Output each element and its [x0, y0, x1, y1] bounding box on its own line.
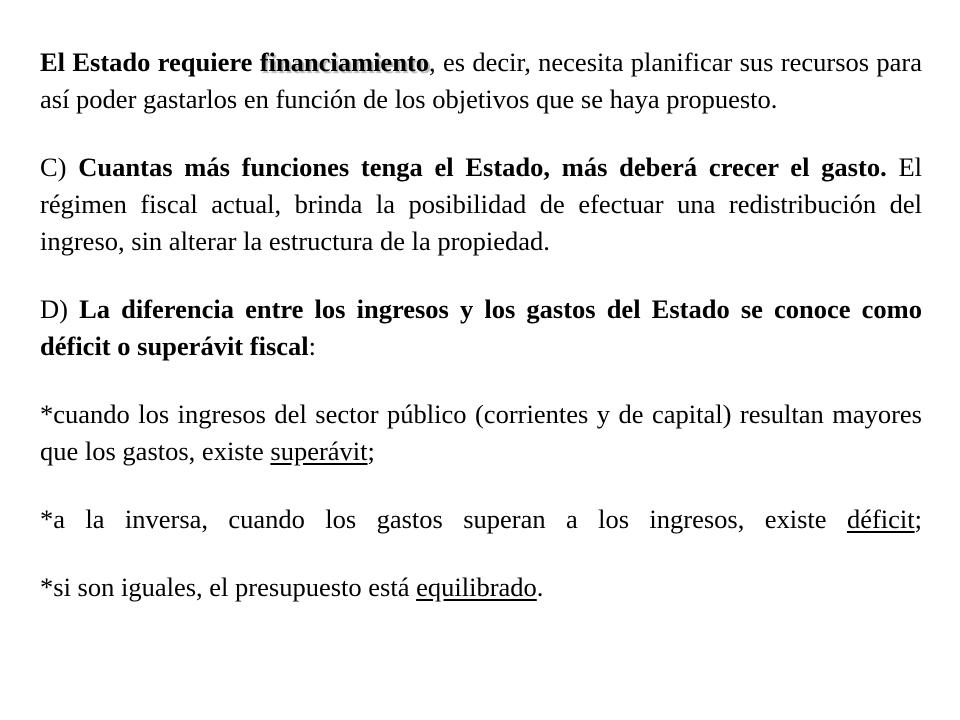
paragraph-c [40, 149, 922, 260]
paragraph-d-bold: La diferencia entre los ingresos y los gastos del Estado se conoce como déficit o superávit fiscal [40, 294, 922, 361]
term-superavit: superávit [270, 436, 368, 466]
paragraph-c-bold: Cuantas más funciones tenga el Estado, más deberá crecer el gasto. [78, 152, 887, 182]
paragraph-c-rest: El régimen fiscal actual, brinda la posibilidad de efectuar una redistribución del ingreso, sin alterar la estructura de la propiedad. [40, 152, 923, 256]
bullet-superavit-text: *cuando los ingresos del sector público (corrientes y de capital) resultan mayores que los gastos, existe [40, 399, 922, 466]
bullet-equilibrado-end: . [536, 572, 544, 602]
bullet-superavit-end: ; [367, 436, 375, 466]
bullet-deficit [40, 501, 922, 538]
paragraph-d [40, 291, 922, 365]
term-deficit: déficit [846, 504, 915, 534]
paragraph-financing [40, 44, 922, 118]
paragraph-financing-rest: , es decir, necesita planificar sus recursos para así poder gastarlos en función de los objetivos que se haya propuesto. [40, 47, 923, 114]
slide-body [40, 44, 922, 606]
bullet-superavit [40, 396, 922, 470]
bullet-deficit-end: ; [914, 504, 922, 534]
bullet-deficit-text: *a la inversa, cuando los gastos superan a los ingresos, existe [40, 504, 847, 534]
lead-bold-text: El Estado requiere [40, 47, 260, 77]
paragraph-c-prefix: C) [40, 152, 79, 182]
bullet-equilibrado-text: *si son iguales, el presupuesto está [40, 572, 417, 602]
term-equilibrado: equilibrado [416, 572, 537, 602]
bullet-equilibrado [40, 569, 922, 606]
keyword-financiamiento: financiamiento [259, 47, 430, 77]
paragraph-d-rest: : [308, 331, 317, 361]
paragraph-d-prefix: D) [40, 294, 80, 324]
